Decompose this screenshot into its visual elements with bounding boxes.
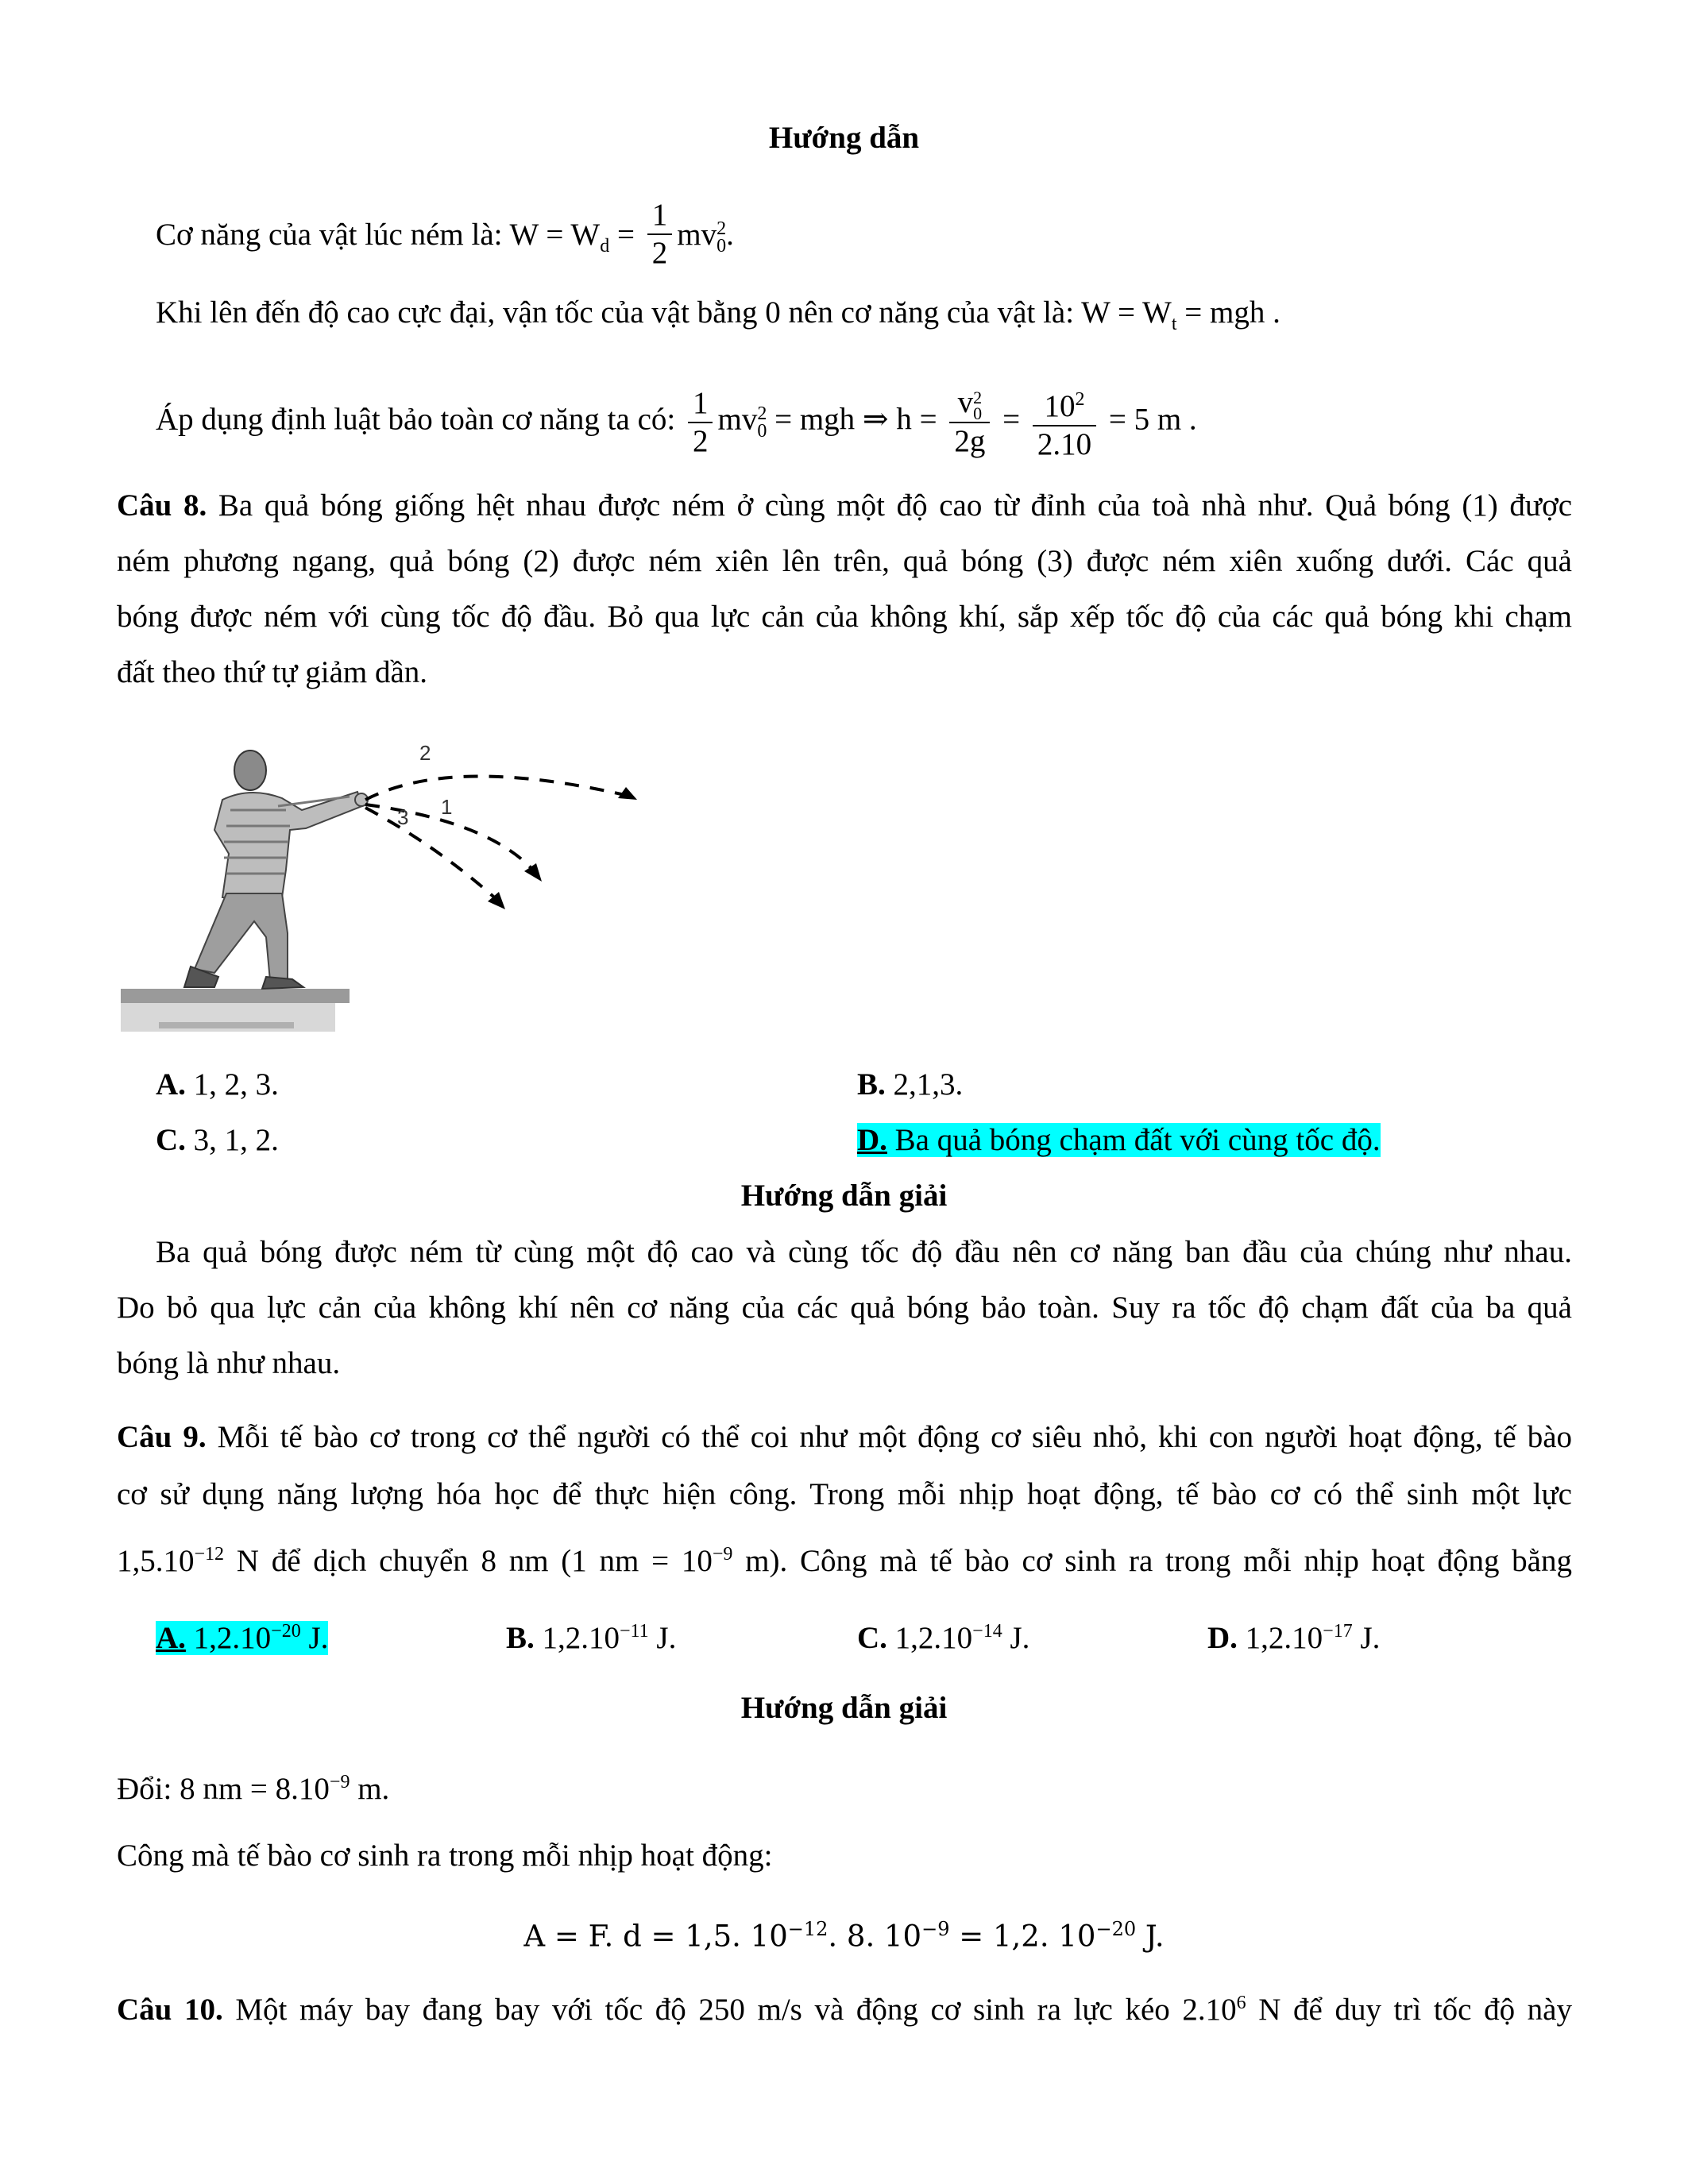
- q8-option-c: C. 3, 1, 2.: [156, 1123, 279, 1157]
- person-icon: [184, 751, 368, 989]
- guide-line-3: Áp dụng định luật bảo toàn cơ năng ta có: $\frac{1}{2}$ mv 2 0 = mgh ⇒ h = v 2 0 2g = $\frac{10^2}{2.10}$ = 5 m .: [156, 381, 1197, 463]
- q9-option-c: C. $1,2.10^{-14}$ J.: [857, 1621, 1030, 1655]
- q8-text-line-4: đất theo thứ tự giảm dần.: [117, 655, 428, 689]
- q8-text-line-3: bóng được ném với cùng tốc độ đầu. Bỏ qua lực cản của không khí, sắp xếp tốc độ của các quả bóng khi chạm: [117, 600, 1572, 634]
- trajectory-2: [365, 776, 632, 800]
- q9-solution-line-2: Công mà tế bào cơ sinh ra trong mỗi nhịp hoạt động:: [117, 1839, 773, 1873]
- q9-text-line-2: cơ sử dụng năng lượng hóa học để thực hiện công. Trong mỗi nhịp hoạt động, tế bào cơ có thể sinh một lực: [117, 1477, 1572, 1511]
- q9-solution-line-1: Đổi: 8 nm = $8.10^{-9}$ m.: [117, 1772, 390, 1806]
- q9-text-line-3: $1,5.10^{-12}$ N để dịch chuyển 8 nm (1 nm = $10^{-9}$ m). Công mà tế bào cơ sinh ra trong mỗi nhịp hoạt động bằng: [117, 1544, 1572, 1578]
- q8-option-d: D. Ba quả bóng chạm đất với cùng tốc độ.: [857, 1123, 1381, 1157]
- guide-title: Hướng dẫn: [768, 121, 920, 155]
- q8-text-line-1: Câu 8. Ba quả bóng giống hệt nhau được ném ở cùng một độ cao từ đỉnh của toà nhà như. Quả bóng (1) được: [117, 488, 1572, 523]
- q9-solution-title: Hướng dẫn giải: [740, 1691, 948, 1725]
- q8-solution-title: Hướng dẫn giải: [740, 1179, 948, 1213]
- label-ball-3: 3: [397, 805, 409, 829]
- q8-solution-line-2: Do bỏ qua lực cản của không khí nên cơ năng của các quả bóng bảo toàn. Suy ra tốc độ chạm đất của ba quả: [117, 1291, 1572, 1325]
- q8-solution-line-1: Ba quả bóng được ném từ cùng một độ cao và cùng tốc độ đầu nên cơ năng ban đầu của chúng như nhau.: [156, 1235, 1572, 1269]
- q8-option-a: A. 1, 2, 3.: [156, 1067, 279, 1102]
- label-ball-2: 2: [419, 741, 431, 765]
- q9-work-formula: A = F. d = 1,5. $10^{-12}$. 8. $10^{-9} = 1,2$. $10^{-20}$ J.: [523, 1918, 1165, 1954]
- trajectory-3: [365, 808, 499, 901]
- q8-option-b: B. 2,1,3.: [857, 1067, 964, 1102]
- q9-option-d: D. $1,2.10^{-17}$ J.: [1207, 1621, 1381, 1655]
- roof-platform: [121, 989, 350, 1003]
- q9-option-a: A. $1,2.10^{-20}$ J.: [156, 1621, 329, 1655]
- guide-line-2: Khi lên đến độ cao cực đại, vận tốc của vật bằng 0 nên cơ năng của vật là: $W = W_t$ = mgh .: [156, 295, 1280, 334]
- label-ball-1: 1: [441, 795, 453, 819]
- guide-line-1: Cơ năng của vật lúc ném là: $W = W_d$ = $\frac{1}{2}$ mv 2 0 .: [156, 198, 734, 270]
- q8-solution-line-3: bóng là như nhau.: [117, 1346, 341, 1380]
- q8-text-line-2: ném phương ngang, quả bóng (2) được ném xiên lên trên, quả bóng (3) được ném xiên xuống dưới. Các quả: [117, 544, 1572, 578]
- throwing-balls-figure: [119, 735, 659, 1032]
- q9-option-b: B. $1,2.10^{-11}$ J.: [506, 1621, 677, 1655]
- q9-text-line-1: Câu 9. Mỗi tế bào cơ trong cơ thể người có thể coi như một động cơ siêu nhỏ, khi con người hoạt động, tế bào: [117, 1420, 1572, 1454]
- q10-text-line-1: Câu 10. Một máy bay đang bay với tốc độ 250 m/s và động cơ sinh ra lực kéo 2.10$^6$ N để duy trì tốc độ này: [117, 1993, 1572, 2027]
